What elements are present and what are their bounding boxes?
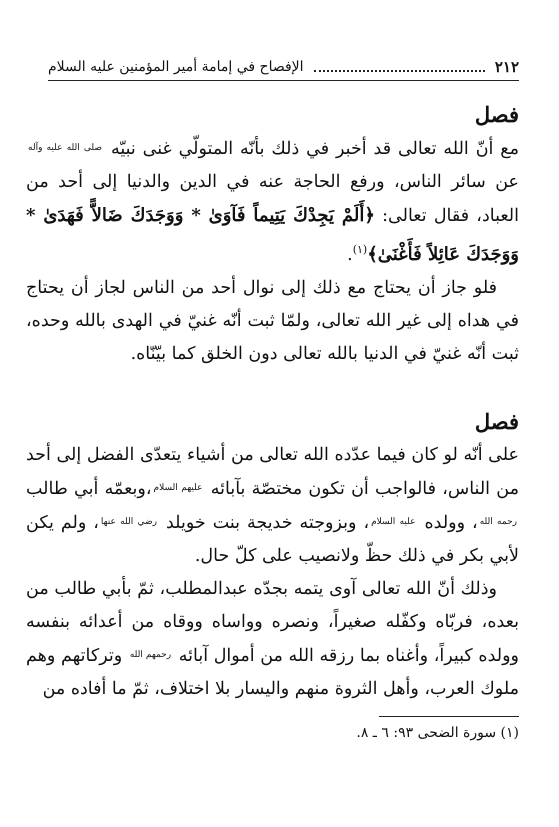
section-heading-2: فصل xyxy=(474,409,519,434)
honorific-salawat: صلى الله عليه وآله xyxy=(28,143,103,153)
paragraph-3 xyxy=(26,439,519,573)
paragraph-3-text-c: ، وولده xyxy=(424,513,478,533)
paragraph-4-text-a: وذلك أنّ الله تعالى آوى يتمه بجدّه عبدالمطلب، ثمّ بأبي طالب من بعده، فربّاه وكفّله صغيراً، ونصره وواساه ووقاه من أعدائه بنفسه وولده كبيراً، وأغناه بما رزقه الله من أموال آبائه xyxy=(26,579,519,666)
honorific-radiya: رضي الله عنها xyxy=(100,517,157,527)
paragraph-2: فلو جاز أن يحتاج مع ذلك إلى نوال أحد من الناس لجاز أن يحتاج في هداه إلى غير الله تعالى، ولمّا ثبت أنّه غنيّ في الهدى بالله وحده، ثبت أنّه غنيّ في الدنيا بالله تعالى دون الخلق كما بيّنّاه. xyxy=(26,278,519,364)
header-dot-leader xyxy=(314,69,485,72)
main-text xyxy=(26,92,519,706)
footnote-reference[interactable]: (١) xyxy=(352,243,368,256)
header-rule xyxy=(48,80,519,81)
honorific-alayhim: عليهم السلام xyxy=(153,483,203,493)
paragraph-3-text-e: ، ولم يكن لأبي بكر في ذلك حظّ ولانصيب على كلّ حال. xyxy=(26,513,519,566)
page-number: ٢١٢ xyxy=(494,58,519,76)
paragraph-1-end: . xyxy=(347,245,353,265)
paragraph-3-text-b: ،وبعمّه أبي طالب xyxy=(26,479,152,499)
footnote-rule xyxy=(379,716,519,717)
paragraph-3-text-d: ، وبزوجته خديجة بنت خويلد xyxy=(166,513,370,533)
paragraph-4 xyxy=(26,573,519,706)
paragraph-1-text-b: عن سائر الناس، ورفع الحاجة عنه في الدين والدنيا إلى أحد من العباد، فقال تعالى: xyxy=(26,172,519,226)
running-header xyxy=(48,52,519,78)
honorific-rahimahu: رحمه الله xyxy=(479,517,517,527)
paragraph-3-text-a: على أنّه لو كان فيما عدّده الله تعالى من أشياء يتعدّى الفضل إلى أحد من الناس، فالواجب أن تكون مختصّة بآبائه xyxy=(26,445,519,499)
footnote: (١) سورة الضحى ٩٣: ٦ ـ ٨. xyxy=(356,725,519,741)
quran-verse: ﴿أَلَمْ يَجِدْكَ يَتِيماً فَآوَىٰ * وَوَجَدَكَ ضَالاًّ فَهَدَىٰ * وَوَجَدَكَ عَائِلاً فَأَغْنَىٰ﴾ xyxy=(26,205,519,265)
book-title: الإفصاح في إمامة أمير المؤمنين عليه السلام xyxy=(48,59,304,75)
paragraph-4-text-b: وتركاتهم وهم ملوك العرب، وأهل الثروة منهم واليسار بلا اختلاف، ثمّ ما أفاده من xyxy=(26,646,519,699)
section-heading-1: فصل xyxy=(474,102,519,127)
paragraph-1 xyxy=(26,132,519,272)
honorific-rahimahum: رحمهم الله xyxy=(129,650,172,660)
honorific-alayhi: عليه السلام xyxy=(371,517,416,527)
paragraph-1-text-a: مع أنّ الله تعالى قد أخبر في ذلك بأنّه المتولّي غنى نبيّه xyxy=(110,139,519,159)
